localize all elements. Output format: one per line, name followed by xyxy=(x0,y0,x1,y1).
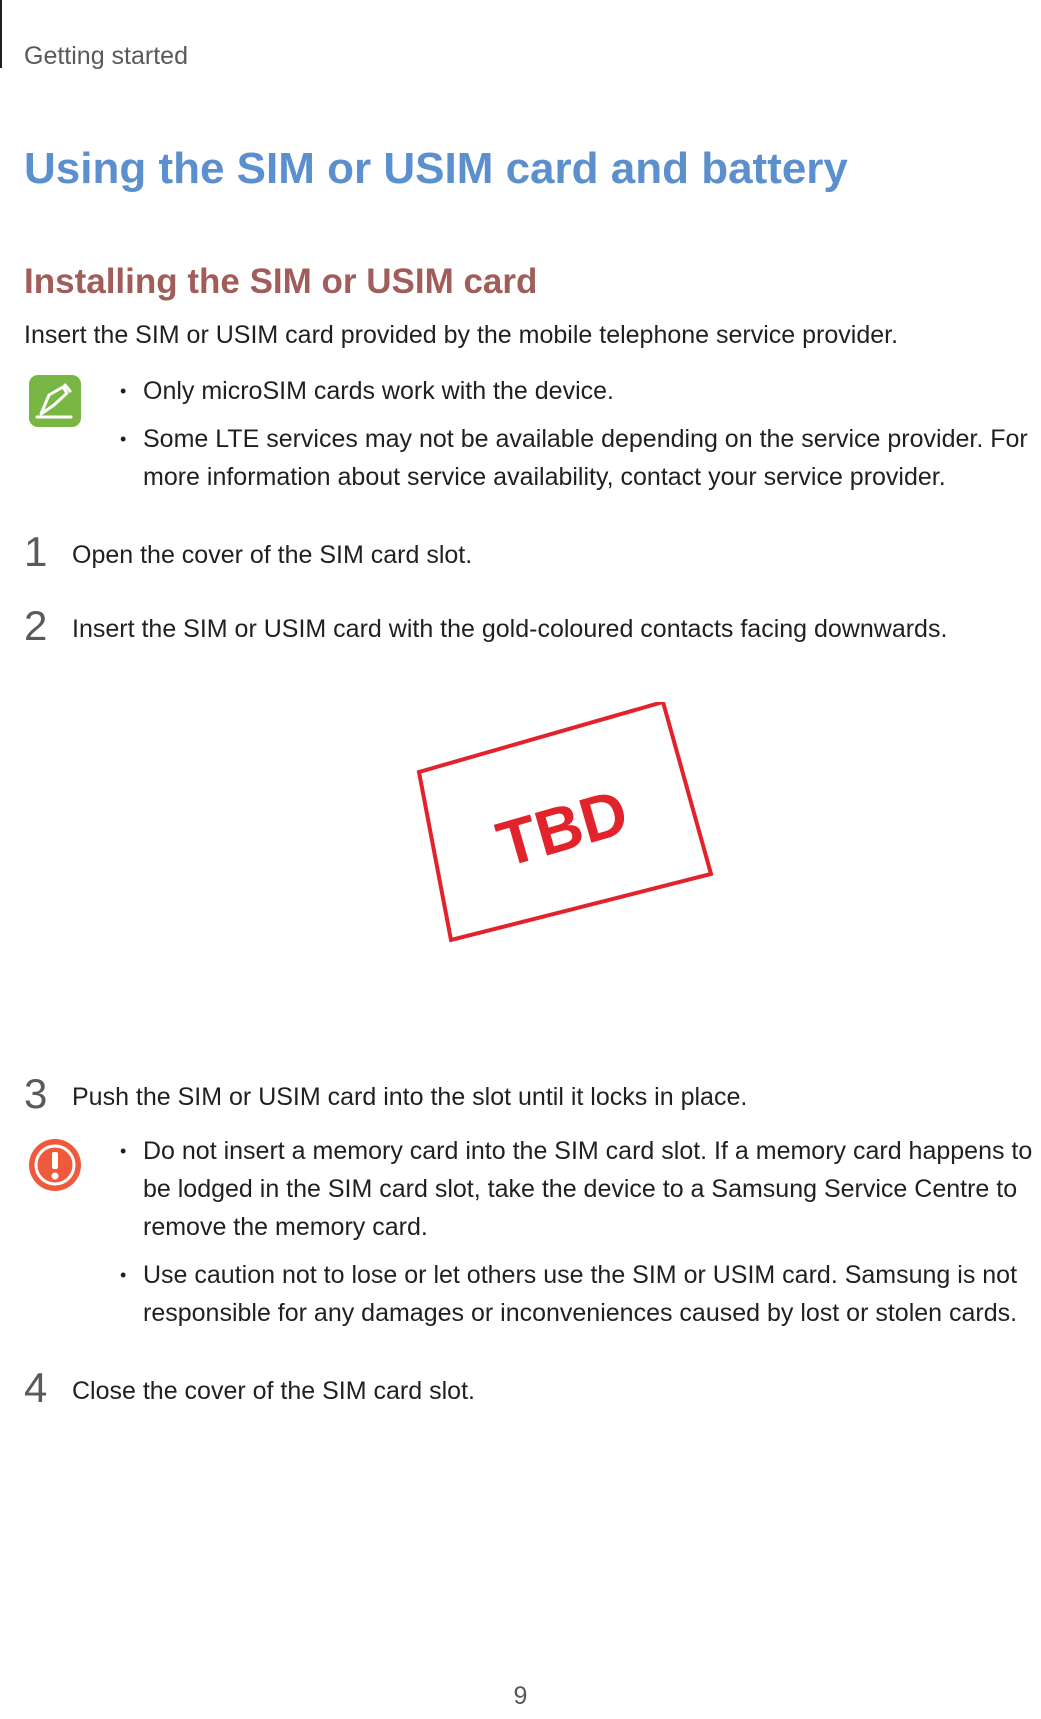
note-item: • Some LTE services may not be available depending on the service provider. For more information about service availability, contact your service provider. xyxy=(120,425,1028,491)
note-check-icon xyxy=(27,373,83,429)
header-rule xyxy=(0,0,2,68)
step-text: Push the SIM or USIM card into the slot until it locks in place. xyxy=(72,1083,748,1111)
intro-paragraph: Insert the SIM or USIM card provided by the mobile telephone service provider. xyxy=(24,321,899,349)
step-number: 3 xyxy=(24,1070,48,1117)
tbd-placeholder-figure xyxy=(415,702,715,942)
step-number: 1 xyxy=(24,528,48,575)
section-label: Getting started xyxy=(24,42,188,70)
caution-exclamation-icon xyxy=(27,1137,83,1193)
step-number: 2 xyxy=(24,602,48,649)
caution-list xyxy=(120,1132,1035,1332)
tbd-label: TBD xyxy=(489,775,636,881)
step-number: 4 xyxy=(24,1364,48,1411)
page-title: Using the SIM or USIM card and battery xyxy=(24,144,848,193)
step-text: Open the cover of the SIM card slot. xyxy=(72,541,473,569)
section-subtitle: Installing the SIM or USIM card xyxy=(24,262,538,301)
page-number: 9 xyxy=(513,1682,528,1710)
caution-item: • Do not insert a memory card into the SIM card slot. If a memory card happens to be lodged in the SIM card slot, take the device to a Samsung Service Centre to remove the memory card. xyxy=(120,1137,1033,1241)
note-list xyxy=(120,372,1035,496)
step-text: Close the cover of the SIM card slot. xyxy=(72,1377,475,1405)
caution-item: • Use caution not to lose or let others use the SIM or USIM card. Samsung is not responsible for any damages or inconveniences caused by lost or stolen cards. xyxy=(120,1261,1018,1327)
note-item: • Only microSIM cards work with the device. xyxy=(120,377,614,405)
step-text: Insert the SIM or USIM card with the gold-coloured contacts facing downwards. xyxy=(72,615,948,643)
